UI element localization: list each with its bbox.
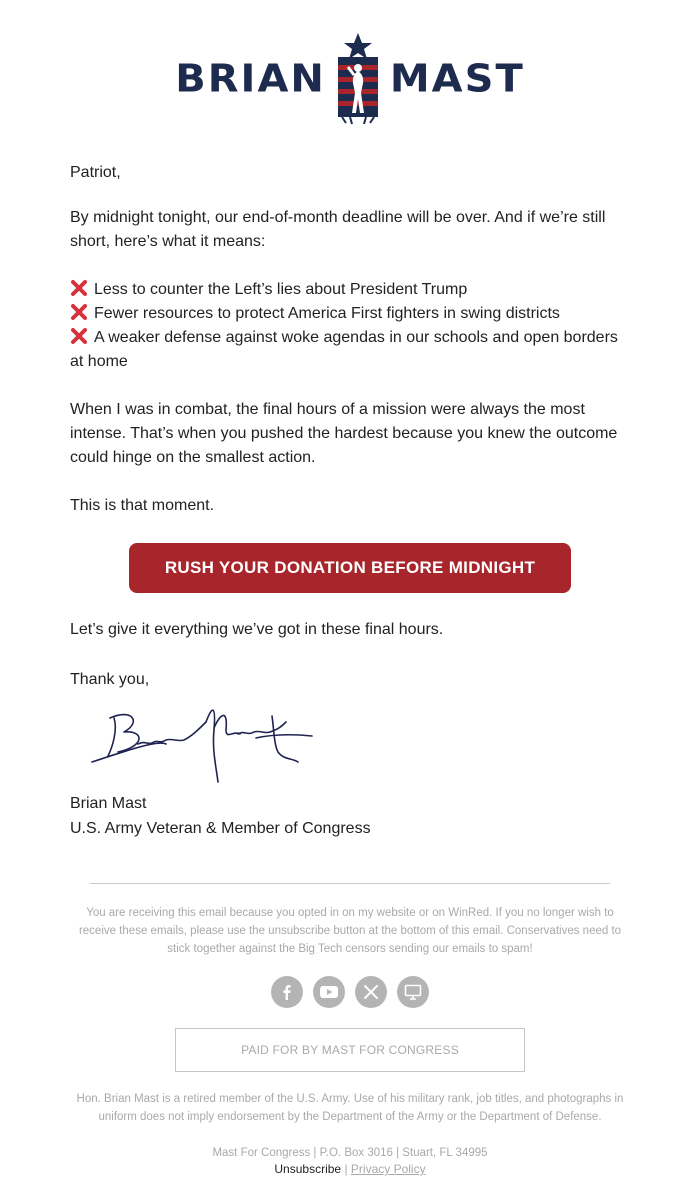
list-item: [70, 302, 630, 326]
military-disclaimer: Hon. Brian Mast is a retired member of the U.S. Army. Use of his military rank, job titles, and photographs in uniform does not imply endorsement by the Department of the Army or the Department of Defense.: [76, 1093, 624, 1123]
privacy-policy-link[interactable]: Privacy Policy: [350, 1162, 426, 1176]
youtube-link[interactable]: [313, 976, 345, 1008]
website-icon: [404, 984, 422, 1000]
handwritten-signature: [88, 700, 318, 788]
donate-button[interactable]: RUSH YOUR DONATION BEFORE MIDNIGHT: [129, 543, 571, 593]
unsubscribe-link[interactable]: Unsubscribe: [274, 1162, 342, 1176]
logo-word-left: BRIAN: [175, 57, 326, 101]
logo-emblem-icon: [332, 31, 384, 127]
greeting: Patriot,: [70, 164, 121, 181]
intro-paragraph: By midnight tonight, our end-of-month deadline will be over. And if we’re still short, here’s what it means:: [70, 209, 606, 250]
signer-title: U.S. Army Veteran & Member of Congress: [70, 820, 371, 837]
optin-notice: You are receiving this email because you opted in on my website or on WinRed. If you no longer wish to receive these emails, please use the unsubscribe button at the bottom of this email. Conservatives need to stick together against the Big Tech censors sending our emails to spam!: [78, 907, 622, 955]
list-item: [70, 278, 630, 302]
combat-paragraph: When I was in combat, the final hours of a mission were always the most intense. That’s when you pushed the hardest because you knew the outcome could hinge on the smallest action.: [70, 401, 618, 466]
list-item: [70, 326, 630, 374]
youtube-icon: [320, 985, 338, 999]
footer-links: [0, 1162, 700, 1176]
list-item-text: Less to counter the Left’s lies about President Trump: [94, 281, 468, 298]
website-link[interactable]: [397, 976, 429, 1008]
mailing-address: Mast For Congress | P.O. Box 3016 | Stuart, FL 34995: [212, 1147, 488, 1159]
signer-name: Brian Mast: [70, 795, 147, 812]
sign-off: Thank you,: [70, 671, 150, 688]
red-x-icon: [70, 327, 88, 345]
red-x-icon: [70, 279, 88, 297]
list-item-text: A weaker defense against woke agendas in our schools and open borders at home: [70, 329, 618, 370]
moment-line: This is that moment.: [70, 497, 215, 514]
after-cta-line: Let’s give it everything we’ve got in these final hours.: [70, 621, 444, 638]
link-separator: |: [344, 1162, 348, 1176]
facebook-link[interactable]: [271, 976, 303, 1008]
footer-divider: [90, 883, 610, 884]
red-x-icon: [70, 303, 88, 321]
consequence-list: [70, 278, 630, 374]
paid-for-box: PAID FOR BY MAST FOR CONGRESS: [175, 1028, 525, 1072]
facebook-icon: [279, 984, 295, 1000]
logo-word-right: MAST: [389, 57, 525, 101]
social-links: [0, 976, 700, 1008]
x-icon: [363, 984, 379, 1000]
list-item-text: Fewer resources to protect America First fighters in swing districts: [94, 305, 560, 322]
x-link[interactable]: [355, 976, 387, 1008]
brand-logo: [0, 30, 700, 128]
